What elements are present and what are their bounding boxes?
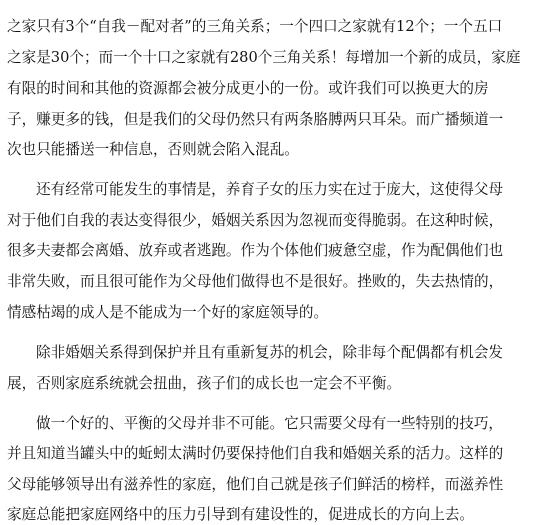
paragraph-3-line-1: 除非婚姻关系得到保护并且有重新复苏的机会，除非每个配偶都有机会发 <box>36 344 504 361</box>
paragraph-2-line-2: 对于他们自我的表达变得很少，婚姻关系因为忽视而变得脆弱。在这种时候， <box>7 212 504 229</box>
paragraph-2-line-3: 很多夫妻都会离婚、放弃或者逃跑。作为个体他们疲惫空虚，作为配偶他们也 <box>7 242 504 259</box>
paragraph-4-line-4: 家庭总能把家庭网络中的压力引导到有建设性的，促进成长的方向上去。 <box>7 506 475 523</box>
paragraph-2-line-5: 情感枯竭的成人是不能成为一个好的家庭领导的。 <box>7 304 329 321</box>
paragraph-4-line-1: 做一个好的、平衡的父母并非不可能。它只需要父母有一些特别的技巧， <box>36 415 504 432</box>
paragraph-3-line-2: 展，否则家庭系统就会扭曲，孩子们的成长也一定会不平衡。 <box>7 375 402 392</box>
paragraph-4-line-3: 父母能够领导出有滋养性的家庭，他们自己就是孩子们鲜活的榜样，而滋养性 <box>7 476 504 493</box>
paragraph-1-line-1: 之家只有3个“自我－配对者”的三角关系；一个四口之家就有12个；一个五口 <box>7 18 503 35</box>
paragraph-1-line-3: 有限的时间和其他的资源都会被分成更小的一份。或许我们可以换更大的房 <box>7 80 489 97</box>
paragraph-1-line-5: 次也只能播送一种信息，否则就会陷入混乱。 <box>7 141 299 158</box>
paragraph-2-line-4: 非常失败，而且很可能作为父母他们做得也不是很好。挫败的，失去热情的， <box>7 273 504 290</box>
paragraph-4-line-2: 并且知道当罐头中的蚯蚓太满时仍要保持他们自我和婚姻关系的活力。这样的 <box>7 445 504 462</box>
paragraph-1-line-2: 之家是30个；而一个十口之家就有280个三角关系！每增加一个新的成员，家庭 <box>7 49 521 66</box>
paragraph-1-line-4: 子，赚更多的钱，但是我们的父母仍然只有两条胳膊两只耳朵。而广播频道一 <box>7 111 504 128</box>
paragraph-2-line-1: 还有经常可能发生的事情是，养育子女的压力实在过于庞大，这使得父母 <box>36 181 504 198</box>
